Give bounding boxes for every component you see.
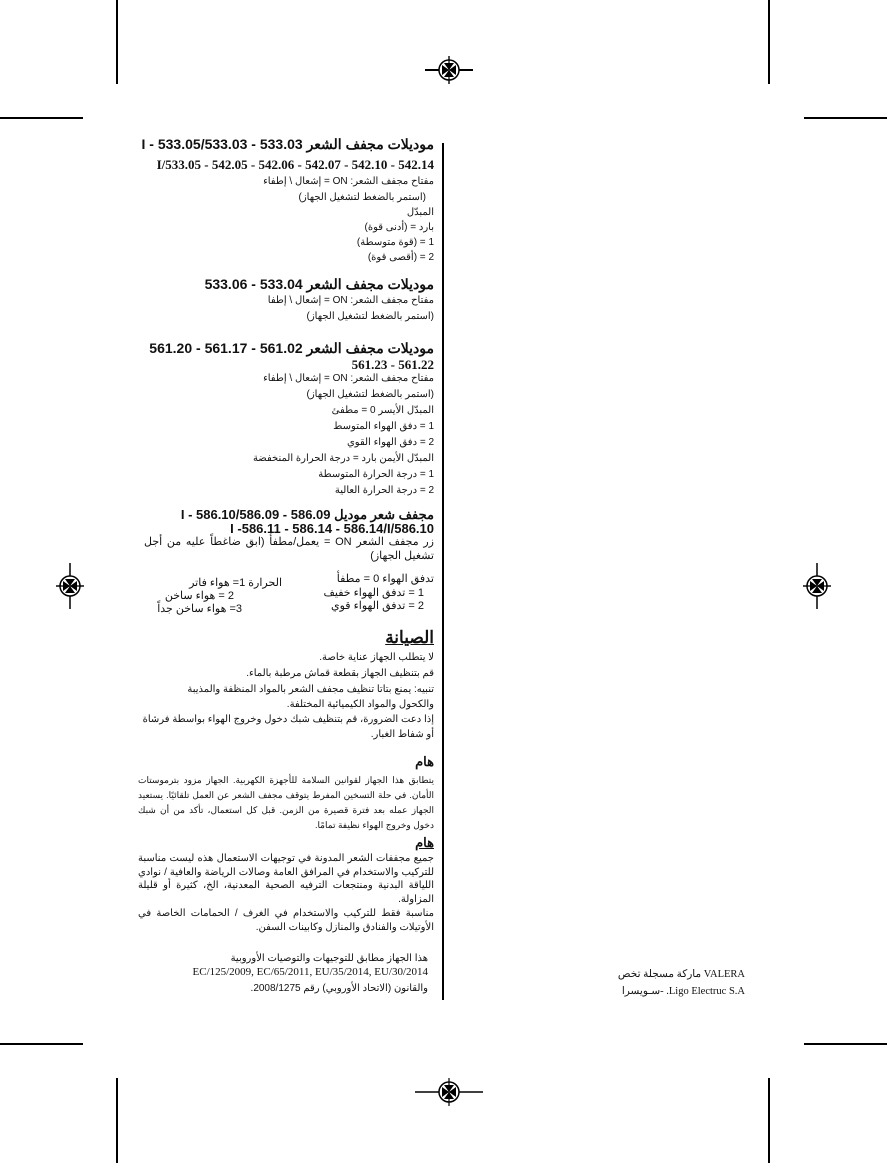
section3-right-2: 2 = درجة الحرارة العالية: [334, 485, 434, 496]
section1-opt-2: 2 = (أقصى قوة): [367, 252, 434, 263]
column-divider: [442, 143, 444, 1000]
section3-hold: (استمر بالضغط لتشغيل الجهاز): [306, 389, 434, 400]
important2-text2: مناسبة فقط للتركيب والاستخدام في الغرف / الحمامات الخاصة في الأوتيلات والفنادق والمنازل وكابينات السفن.: [138, 908, 434, 933]
section4-title-line1: مجفف شعر موديل 586.09 - 586.09/I - 586.10: [180, 507, 434, 522]
maintenance-title: الصيانة: [385, 628, 434, 647]
section1-hold: (استمر بالضغط لتشغيل الجهاز): [298, 192, 426, 203]
section3-title-line2: 561.22 - 561.23: [351, 357, 434, 372]
section3-title-line1: موديلات مجفف الشعر 561.02 - 561.17 - 561.20: [149, 340, 434, 356]
maintenance-line-4: والكحول والمواد الكيميائية المختلفة.: [286, 699, 434, 710]
section2-switch: مفتاح مجفف الشعر: ON = إشعال \ إطفا: [267, 295, 434, 306]
crop-mark-bottom-left-horizontal: [0, 1043, 83, 1045]
section3-right-selector: المبدّل الأيمن بارد = درجة الحرارة المنخفضة: [252, 453, 434, 464]
crop-mark-bottom-left-vertical: [116, 1078, 118, 1163]
crop-mark-top-left-vertical: [116, 0, 118, 84]
document-column: [140, 0, 434, 1163]
section2-title: موديلات مجفف الشعر 533.04 - 533.06: [204, 276, 434, 292]
section1-opt-cold: بارد = (أدنى قوة): [364, 222, 434, 233]
section4-airflow-0: تدفق الهواء 0 = مطفأ: [336, 573, 434, 585]
section1-selector-label: المبدّل: [406, 207, 434, 218]
brand-trademark: [600, 966, 745, 1000]
crop-mark-bottom-right-horizontal: [804, 1043, 887, 1045]
important2-text1: جميع مجففات الشعر المدونة في توجيهات الاستعمال هذه ليست مناسبة للتركيب والاستخدام في المرافق العامة وصالات الرياضة والعافية / نوادي اللياقة البدنية ومنتجعات الترفيه الصحية المعدنية، الخ، كثيرة أو قليلة المزاولة.: [138, 853, 434, 905]
section4-switch: زر مجفف الشعر ON = يعمل/مطفأ (ابق ضاغطاً عليه من أجل تشغيل الجهاز): [144, 536, 434, 562]
crop-mark-bottom-right-vertical: [768, 1078, 770, 1163]
section4-heat-2: 3= هواء ساخن جداً: [157, 603, 242, 615]
brand-line2: Ligo Electruc S.A. -سـويسرا: [621, 986, 745, 997]
maintenance-line-3: تنبيه: يمنع بتاتا تنظيف مجفف الشعر بالمواد المنظفة والمذيبة: [187, 684, 434, 695]
maintenance-line-1: لا يتطلب الجهاز عناية خاصة.: [319, 652, 434, 663]
section1-title-line2: 542.14 - 542.10 - 542.07 - 542.06 - 542.05 - 533.05/I: [156, 157, 434, 172]
important1-title: هام: [415, 754, 434, 769]
section4-heat-0: الحرارة 1= هواء فاتر: [189, 577, 282, 589]
maintenance-line-5: إذا دعت الضرورة، قم بتنظيف شبك دخول وخروج الهواء بواسطة فرشاة: [142, 714, 434, 725]
section3-left-selector: المبدّل الأيسر 0 = مطفئ: [331, 405, 434, 416]
compliance-line1: هذا الجهاز مطابق للتوجيهات والتوصيات الأوروبية: [230, 953, 428, 964]
important2-title: هام: [415, 835, 434, 850]
crop-mark-top-right-vertical: [768, 0, 770, 84]
section3-left-1: 1 = دفق الهواء المتوسط: [333, 421, 434, 432]
section3-switch: مفتاح مجفف الشعر: ON = إشعال \ إطفاء: [263, 373, 434, 384]
section4-heat-1: 2 = هواء ساخن: [164, 590, 234, 602]
brand-line1: VALERA ماركة مسجلة تخص: [617, 969, 745, 980]
section3-right-1: 1 = درجة الحرارة المتوسطة: [318, 469, 434, 480]
section3-left-2: 2 = دفق الهواء القوي: [346, 437, 434, 448]
compliance-directives: EC/125/2009, EC/65/2011, EU/35/2014, EU/30/2014: [192, 966, 428, 978]
registration-mark-right-icon: [799, 563, 835, 609]
section1-title-line1: موديلات مجفف الشعر 533.03 - 533.03/I - 533.05: [141, 136, 434, 152]
section4-title-line2: 586.10/I -586.11 - 586.14 - 586.14/I: [230, 521, 434, 536]
important1-text: يتطابق هذا الجهاز لقوانين السلامة للأجهزة الكهربية. الجهاز مزود بترموستات الأمان. في حلة التسخين المفرط يتوقف مجفف الشعر عن العمل تلقائيًا. يستعيد الجهاز عمله بعد فترة قصيرة من الزمن. قبل كل استعمال، تأكد من أن شبك دخول وخروج الهواء نظيفة تمامًا.: [138, 775, 434, 830]
section1-opt-1: 1 = (قوة متوسطة): [356, 237, 434, 248]
maintenance-line-2: قم بتنظيف الجهاز بقطعة قماش مرطبة بالماء.: [246, 668, 434, 679]
crop-mark-top-right-horizontal: [804, 117, 887, 119]
registration-mark-left-icon: [52, 563, 88, 609]
compliance-line3: والقانون (الاتحاد الأوروبي) رقم 2008/1275.: [250, 983, 428, 994]
section2-hold: (استمر بالضغط لتشغيل الجهاز): [306, 311, 434, 322]
crop-mark-top-left-horizontal: [0, 117, 83, 119]
section1-switch: مفتاح مجفف الشعر: ON = إشعال \ إطفاء: [263, 176, 434, 187]
section4-airflow-1: 1 = تدفق الهواء خفيف: [323, 587, 424, 599]
maintenance-line-6: أو شفاط الغبار.: [370, 729, 434, 740]
section4-airflow-2: 2 = تدفق الهواء قوي: [331, 600, 424, 612]
